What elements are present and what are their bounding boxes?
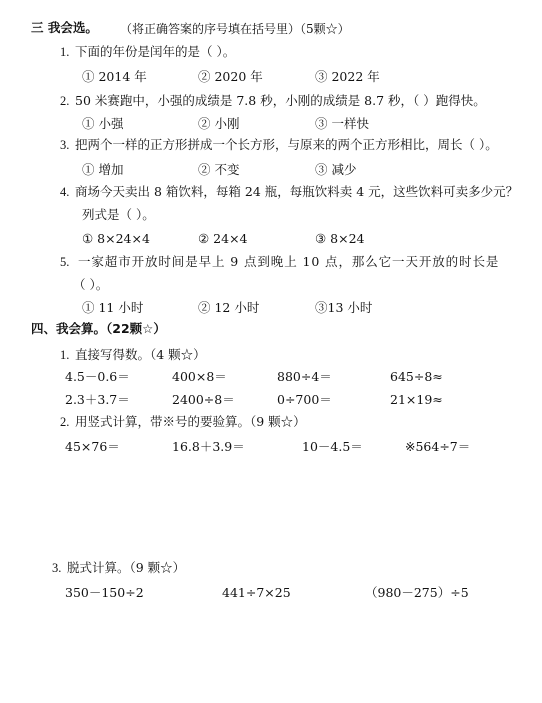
calc-item: （980－275）÷5 <box>365 585 469 600</box>
calc-item: 400×8＝ <box>172 369 227 384</box>
calc-item: 10－4.5＝ <box>302 439 363 454</box>
option-a: ① 2014 年 <box>82 69 147 84</box>
option-c: ③13 小时 <box>315 300 373 315</box>
part2-title: 用竖式计算，带※号的要验算。（9 颗☆） <box>75 414 306 429</box>
part1-title: 直接写得数。（4 颗☆） <box>75 347 206 362</box>
calc-item: 645÷8≈ <box>390 369 443 384</box>
option-c: ③ 2022 年 <box>315 69 380 84</box>
section3-note: （将正确答案的序号填在括号里）（5颗☆） <box>120 22 350 36</box>
question-continuation: （ ）。 <box>73 277 109 292</box>
calc-item: 2400÷8＝ <box>172 392 235 407</box>
section3-heading: 三 我会选。 <box>31 20 98 35</box>
part3-title: 脱式计算。（9 颗☆） <box>67 560 186 575</box>
calc-item: 880÷4＝ <box>277 369 332 384</box>
question-continuation: 列式是（ ）。 <box>82 207 155 222</box>
question-number: 2. <box>60 94 70 108</box>
question-number: 3. <box>60 138 70 152</box>
question-number: 1. <box>60 45 70 59</box>
option-b: ② 2020 年 <box>198 69 263 84</box>
question-text: 50 米赛跑中，小强的成绩是 7.8 秒，小刚的成绩是 8.7 秒，（ ）跑得快。 <box>75 93 486 108</box>
part-number: 1. <box>60 348 70 362</box>
calc-item: 441÷7×25 <box>222 585 291 600</box>
option-a: ① 增加 <box>82 162 124 177</box>
part-number: 2. <box>60 415 70 429</box>
calc-item: 4.5－0.6＝ <box>65 369 130 384</box>
option-c: ③ 一样快 <box>315 116 369 131</box>
calc-item: 21×19≈ <box>390 392 443 407</box>
calc-item: 350－150÷2 <box>65 585 144 600</box>
option-b: ② 小刚 <box>198 116 240 131</box>
section4-heading: 四、我会算。（22颗☆） <box>31 321 166 336</box>
calc-item: 16.8＋3.9＝ <box>172 439 245 454</box>
option-b: ② 12 小时 <box>198 300 260 315</box>
calc-item: ※564÷7＝ <box>405 439 471 454</box>
option-b: ② 24×4 <box>198 231 248 246</box>
calc-item: 0÷700＝ <box>277 392 332 407</box>
question-text: 商场今天卖出 8 箱饮料，每箱 24 瓶，每瓶饮料卖 4 元，这些饮料可卖多少元？ <box>75 184 519 199</box>
calc-item: 45×76＝ <box>65 439 120 454</box>
calc-item: 2.3＋3.7＝ <box>65 392 130 407</box>
option-a: ① 8×24×4 <box>82 231 150 246</box>
question-number: 4. <box>60 185 70 199</box>
option-b: ② 不变 <box>198 162 240 177</box>
option-c: ③ 减少 <box>315 162 357 177</box>
part-number: 3. <box>52 561 62 575</box>
question-text: 一家超市开放时间是早上 9 点到晚上 10 点，那么它一天开放的时长是 <box>78 254 500 269</box>
option-a: ① 小强 <box>82 116 124 131</box>
option-a: ① 11 小时 <box>82 300 144 315</box>
question-text: 下面的年份是闰年的是（ ）。 <box>75 44 236 59</box>
question-text: 把两个一样的正方形拼成一个长方形，与原来的两个正方形相比，周长（ ）。 <box>75 137 498 152</box>
question-number: 5. <box>60 255 70 269</box>
option-c: ③ 8×24 <box>315 231 365 246</box>
